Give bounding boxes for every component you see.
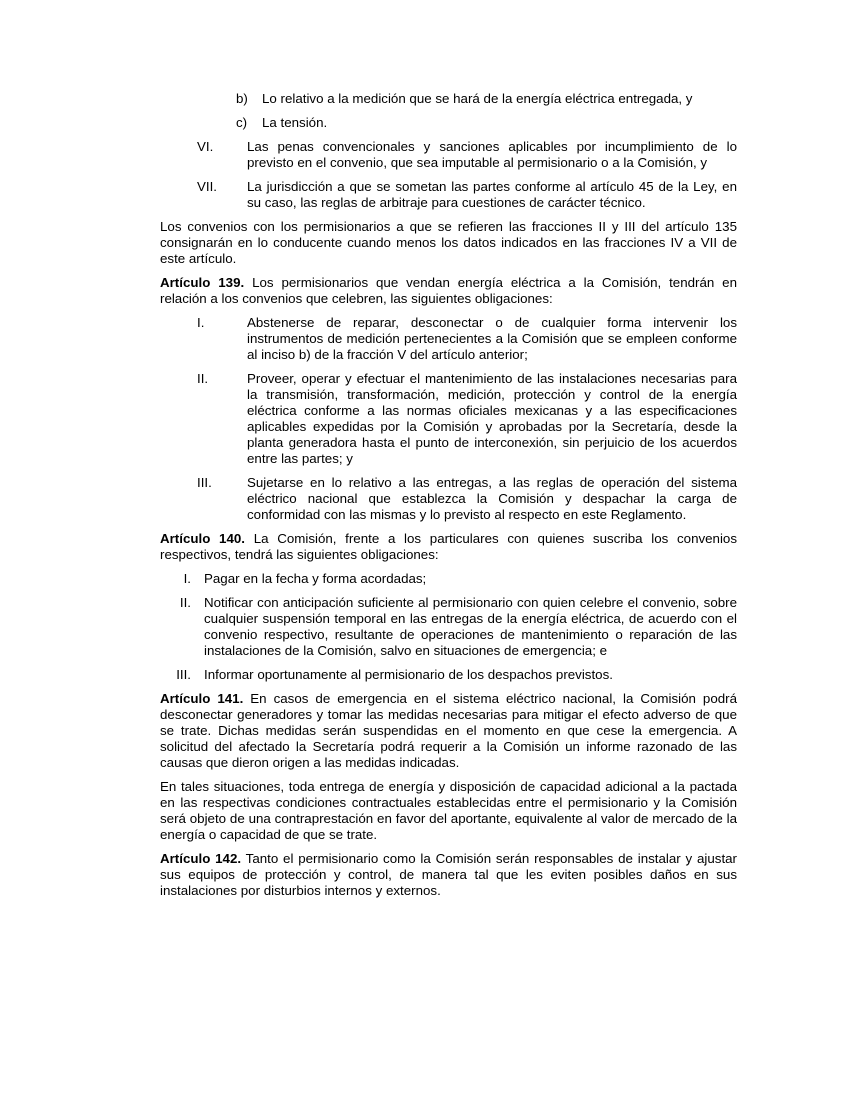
list-marker: III. — [197, 475, 212, 490]
list-marker: I. — [183, 571, 191, 586]
list-marker: VII. — [197, 179, 217, 194]
article-139-number: Artículo 139. — [160, 275, 245, 290]
article-140-item-ii — [160, 595, 737, 659]
article-141-text: En casos de emergencia en el sistema eléctrico nacional, la Comisión podrá desconectar generadores y tomar las medidas necesarias para mitigar el efecto adverso de que se trate. Dichas medidas serán suspendidas en el momento en que cese la emergencia. A solicitud del afectado la Secretaría podrá requerir a la Comisión un informe razonado de las causas que dieron origen a las medidas indicadas. — [160, 691, 737, 770]
list-item-text: Proveer, operar y efectuar el mantenimiento de las instalaciones necesarias para la transmisión, transformación, medición, protección y control de la energía eléctrica conforme a las normas oficiales mexicanas y a las especificaciones aplicables expedidas por la Comisión y aprobadas por la Secretaría, desde la planta generadora hasta el punto de interconexión, sin perjuicio de los acuerdos entre las partes; y — [247, 371, 737, 466]
list-item-text: Informar oportunamente al permisionario de los despachos previstos. — [204, 667, 613, 682]
list-marker: II. — [197, 371, 209, 386]
paragraph-convenios-permisionarios: Los convenios con los permisionarios a que se refieren las fracciones II y III del artículo 135 consignarán en lo conducente cuando menos los datos indicados en las fracciones IV a VII de este artículo. — [160, 219, 737, 266]
paragraph-en-tales-situaciones: En tales situaciones, toda entrega de energía y disposición de capacidad adicional a la pactada en las respectivas condiciones contractuales establecidas entre el permisionario y la Comisión será objeto de una contraprestación en favor del aportante, equivalente al valor de mercado de la energía o capacidad de que se trate. — [160, 779, 737, 842]
article-142-text: Tanto el permisionario como la Comisión serán responsables de instalar y ajustar sus equipos de protección y control, de manera tal que les eviten posibles daños en sus instalaciones por disturbios internos y externos. — [160, 851, 737, 898]
article-142 — [160, 851, 737, 899]
article-140-number: Artículo 140. — [160, 531, 245, 546]
article-140-item-iii — [160, 667, 737, 683]
list-marker: VI. — [197, 139, 214, 154]
article-139-item-i — [160, 315, 737, 363]
list-item-text: Notificar con anticipación suficiente al permisionario con quien celebre el convenio, sobre cualquier suspensión temporal en las entregas de la energía eléctrica, de acuerdo con el convenio respectivo, resultante de operaciones de mantenimiento o reparación de las instalaciones de la Comisión, salvo en situaciones de emergencia; e — [204, 595, 737, 658]
list-item-text: La tensión. — [262, 115, 328, 130]
list-item-text: Sujetarse en lo relativo a las entregas, a las reglas de operación del sistema eléctrico nacional que establezca la Comisión y despachar la carga de conformidad con las mismas y lo previsto al respecto en este Reglamento. — [247, 475, 737, 522]
list-marker: III. — [176, 667, 191, 682]
list-item-vii — [160, 179, 737, 211]
list-item-b — [160, 91, 737, 107]
list-marker: c) — [236, 115, 248, 130]
list-item-text: Las penas convencionales y sanciones aplicables por incumplimiento de lo previsto en el convenio, que sea imputable al permisionario o a la Comisión, y — [247, 139, 737, 170]
article-139 — [160, 275, 737, 307]
article-142-number: Artículo 142. — [160, 851, 242, 866]
article-139-text: Los permisionarios que vendan energía eléctrica a la Comisión, tendrán en relación a los convenios que celebren, las siguientes obligaciones: — [160, 275, 737, 306]
article-141 — [160, 691, 737, 771]
list-marker: b) — [236, 91, 248, 106]
article-140-text: La Comisión, frente a los particulares con quienes suscriba los convenios respectivos, tendrá las siguientes obligaciones: — [160, 531, 738, 562]
list-item-vi — [160, 139, 737, 171]
article-140-item-i — [160, 571, 737, 587]
article-139-item-iii — [160, 475, 737, 523]
article-141-number: Artículo 141. — [160, 691, 244, 706]
article-140 — [160, 531, 737, 563]
list-item-c — [160, 115, 737, 131]
list-item-text: Abstenerse de reparar, desconectar o de cualquier forma intervenir los instrumentos de medición pertenecientes a la Comisión que se empleen conforme al inciso b) de la fracción V del artículo anterior; — [247, 315, 737, 362]
list-marker: II. — [179, 595, 191, 610]
list-marker: I. — [197, 315, 205, 330]
article-139-item-ii — [160, 371, 737, 467]
list-item-text: La jurisdicción a que se sometan las partes conforme al artículo 45 de la Ley, en su caso, las reglas de arbitraje para cuestiones de carácter técnico. — [247, 179, 737, 210]
list-item-text: Pagar en la fecha y forma acordadas; — [204, 571, 427, 586]
list-item-text: Lo relativo a la medición que se hará de la energía eléctrica entregada, y — [262, 91, 693, 106]
